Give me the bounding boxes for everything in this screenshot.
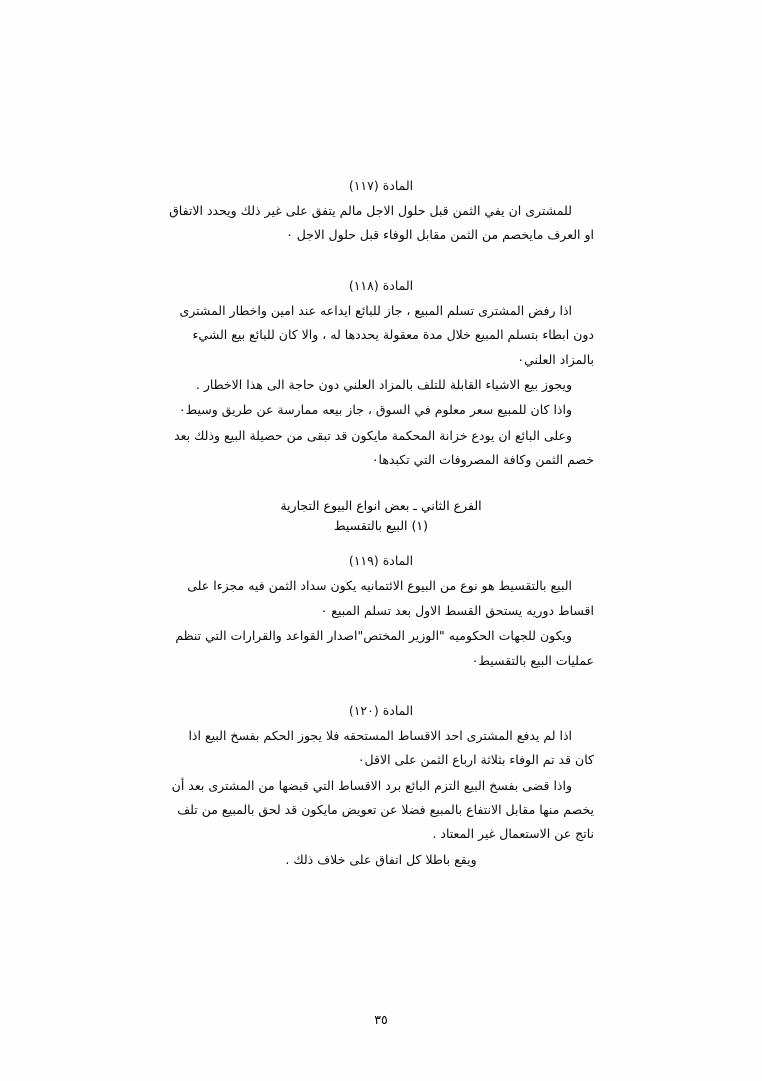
article-section-119 bbox=[168, 553, 594, 673]
article-117-paragraph-1: للمشترى ان يفي الثمن قبل حلول الاجل مالم يتفق على غير ذلك ويحدد الاتفاق او العرف مايخصم من الثمن مقابل الوفاء قبل حلول الاجل ٠ bbox=[169, 203, 594, 243]
article-heading-117: المادة (١١٧) bbox=[348, 178, 414, 193]
article-119-paragraph-2: ويكون للجهات الحكوميه "الوزير المختص"اصدار القواعد والقرارات التي تنظم عمليات البيع بالتقسيط٠ bbox=[175, 628, 594, 668]
page-content bbox=[168, 178, 594, 880]
article-119-paragraph-1: البيع بالتقسيط هو نوع من البيوع الائتمانيه يكون سداد الثمن فيه مجزءا على اقساط دوريه يستحق القسط الاول بعد تسلم المبيع ٠ bbox=[187, 578, 594, 618]
article-120-paragraph-2: واذا قضى بفسخ البيع التزم البائع برد الاقساط التي قبضها من المشترى بعد أن يخصم منها مقابل الانتفاع بالمبيع فضلا عن تعويض مايكون قد لحق بالمبيع من تلف ناتج عن الاستعمال غير المعتاد . bbox=[171, 777, 594, 842]
branch-two-subtitle: (١) البيع بالتقسيط bbox=[334, 518, 428, 534]
article-118-paragraph-1: اذا رفض المشترى تسلم المبيع ، جاز للبائع ايداعه عند امين واخطار المشترى دون ابطاء بتسلم المبيع خلال مدة معقولة يحددها له ، والا كان للبائع بيع الشيء بالمزاد العلني٠ bbox=[179, 302, 594, 367]
article-120-paragraph-3: ويقع باطلا كل اتفاق على خلاف ذلك . bbox=[285, 851, 477, 867]
article-heading-120: المادة (١٢٠) bbox=[348, 702, 414, 718]
article-section-117 bbox=[168, 178, 594, 248]
article-118-paragraph-3: واذا كان للمبيع سعر معلوم في السوق ، جاز بيعه ممارسة عن طريق وسيط٠ bbox=[178, 402, 572, 418]
article-section-118 bbox=[168, 278, 594, 473]
article-heading-118: المادة (١١٨) bbox=[348, 277, 414, 293]
spacer bbox=[168, 681, 594, 703]
article-120-paragraph-1: اذا لم يدفع المشترى احد الاقساط المستحقه فلا يجوز الحكم بفسخ البيع اذا كان قد تم الوفاء بثلاثة ارباع الثمن على الاقل٠ bbox=[188, 727, 594, 768]
article-heading-119: المادة (١١٩) bbox=[348, 553, 414, 569]
branch-two-title: الفرع الثاني ـ بعض انواع البيوع التجارية bbox=[280, 498, 482, 514]
spacer bbox=[168, 256, 594, 278]
page-number: ٣٥ bbox=[374, 1012, 388, 1027]
branch-two-title-block bbox=[168, 498, 594, 533]
article-section-120 bbox=[168, 703, 594, 872]
article-118-paragraph-2: ويجوز بيع الاشياء القابلة للتلف بالمزاد العلني دون حاجة الى هذا الاخطار . bbox=[195, 376, 572, 392]
article-118-paragraph-4: وعلى البائع ان يودع خزانة المحكمة مايكون قد تبقى من حصيلة البيع وذلك بعد خصم الثمن وكافة المصروفات التي تكبدها٠ bbox=[174, 427, 594, 467]
